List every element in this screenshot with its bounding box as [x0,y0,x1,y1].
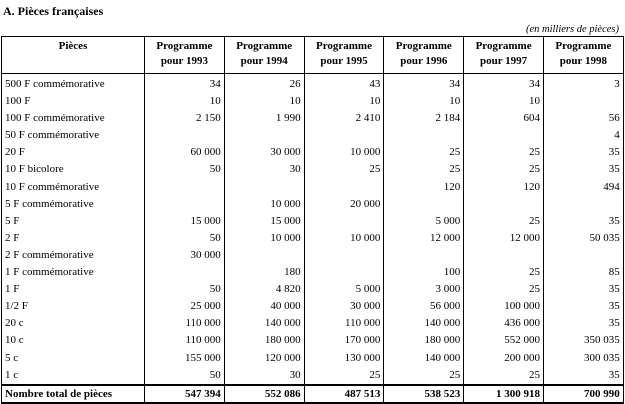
table-cell [224,127,304,144]
table-cell [543,196,623,213]
table-row [2,264,624,281]
table-cell: 130 000 [304,350,384,367]
row-label: 5 F commémorative [2,196,145,213]
total-cell: 538 523 [384,385,464,403]
table-row [2,247,624,264]
table-cell: 85 [543,264,623,281]
table-cell: 5 000 [304,281,384,298]
table-cell: 4 820 [224,281,304,298]
table-row [2,315,624,332]
table-row [2,367,624,385]
table-cell: 180 000 [224,332,304,349]
table-cell: 35 [543,315,623,332]
total-cell: 1 300 918 [464,385,544,403]
table-cell: 50 [145,161,225,178]
total-cell: 487 513 [304,385,384,403]
row-label: 1 F [2,281,145,298]
table-row [2,298,624,315]
row-label: 2 F [2,230,145,247]
table-cell [224,247,304,264]
table-cell: 35 [543,367,623,385]
table-cell: 35 [543,281,623,298]
table-cell: 56 [543,110,623,127]
table-cell: 100 [384,264,464,281]
column-header-programme: Programme pour 1998 [543,37,623,74]
table-cell: 436 000 [464,315,544,332]
table-cell: 10 [304,93,384,110]
table-cell: 35 [543,144,623,161]
table-cell: 12 000 [464,230,544,247]
table-cell: 2 410 [304,110,384,127]
table-row [2,74,624,94]
table-cell: 15 000 [224,213,304,230]
table-cell: 34 [464,74,544,94]
table-cell: 170 000 [304,332,384,349]
table-cell: 25 [304,161,384,178]
table-body [2,74,624,403]
table-cell: 110 000 [304,315,384,332]
table-cell [464,247,544,264]
table-cell: 34 [384,74,464,94]
column-header-programme: Programme pour 1995 [304,37,384,74]
table-cell [304,247,384,264]
table-cell: 25 [384,144,464,161]
total-cell: 552 086 [224,385,304,403]
table-cell: 350 035 [543,332,623,349]
table-cell: 200 000 [464,350,544,367]
table-cell: 10 000 [224,230,304,247]
table-cell [304,127,384,144]
table-cell: 10 [224,93,304,110]
table-cell: 494 [543,179,623,196]
row-label: 5 F [2,213,145,230]
table-cell [145,196,225,213]
document-title: A. Pièces françaises [3,4,104,18]
table-cell: 180 [224,264,304,281]
table-cell: 110 000 [145,332,225,349]
row-label: 50 F commémorative [2,127,145,144]
coins-table [1,36,624,404]
row-label: 10 c [2,332,145,349]
table-cell: 10 [384,93,464,110]
table-cell: 25 [464,367,544,385]
table-cell: 120 [464,179,544,196]
table-cell: 120 [384,179,464,196]
column-header-programme: Programme pour 1996 [384,37,464,74]
table-cell [145,127,225,144]
row-label: 10 F bicolore [2,161,145,178]
table-row [2,281,624,298]
table-cell: 10 000 [304,230,384,247]
table-cell: 140 000 [384,350,464,367]
table-cell: 35 [543,298,623,315]
table-cell: 3 000 [384,281,464,298]
table-cell [304,264,384,281]
table-row [2,179,624,196]
table-cell: 2 184 [384,110,464,127]
table-cell: 4 [543,127,623,144]
row-label: 1/2 F [2,298,145,315]
table-cell: 30 [224,161,304,178]
table-row [2,213,624,230]
row-label: 20 c [2,315,145,332]
table-cell: 2 150 [145,110,225,127]
table-cell [384,196,464,213]
table-cell: 25 [464,281,544,298]
table-cell: 26 [224,74,304,94]
table-cell: 25 000 [145,298,225,315]
table-cell: 10 [145,93,225,110]
units-note: (en milliers de pièces) [525,24,619,35]
row-label: 10 F commémorative [2,179,145,196]
table-cell: 552 000 [464,332,544,349]
table-cell [464,127,544,144]
table-cell: 15 000 [145,213,225,230]
table-cell [145,264,225,281]
row-label: 1 F commémorative [2,264,145,281]
table-cell: 180 000 [384,332,464,349]
table-row [2,332,624,349]
table-row [2,144,624,161]
table-cell [384,247,464,264]
table-cell [145,179,225,196]
row-label: 20 F [2,144,145,161]
table-cell: 50 [145,281,225,298]
table-cell: 56 000 [384,298,464,315]
table-row [2,127,624,144]
table-row [2,230,624,247]
table-cell [304,213,384,230]
table-cell: 50 [145,367,225,385]
table-cell: 43 [304,74,384,94]
table-cell: 30 000 [304,298,384,315]
table-cell: 35 [543,213,623,230]
table-cell [464,196,544,213]
table-cell: 30 [224,367,304,385]
table-row [2,196,624,213]
column-header-programme: Programme pour 1994 [224,37,304,74]
total-label: Nombre total de pièces [2,385,145,403]
table-row [2,110,624,127]
table-cell: 12 000 [384,230,464,247]
table-cell: 25 [464,264,544,281]
total-row [2,385,624,403]
column-header-programme: Programme pour 1997 [464,37,544,74]
table-cell: 10 [464,93,544,110]
table-cell: 30 000 [145,247,225,264]
table-cell: 34 [145,74,225,94]
table-cell: 1 990 [224,110,304,127]
table-row [2,93,624,110]
column-header-pieces: Pièces [2,37,145,74]
table-cell [304,179,384,196]
table-cell: 100 000 [464,298,544,315]
table-cell: 110 000 [145,315,225,332]
column-header-programme: Programme pour 1993 [145,37,225,74]
row-label: 500 F commémorative [2,74,145,94]
table-cell [224,179,304,196]
table-cell: 10 000 [224,196,304,213]
table-cell: 25 [304,367,384,385]
row-label: 2 F commémorative [2,247,145,264]
table-cell: 300 035 [543,350,623,367]
table-row [2,350,624,367]
table-cell [543,247,623,264]
table-cell: 60 000 [145,144,225,161]
table-cell: 120 000 [224,350,304,367]
table-cell: 35 [543,161,623,178]
table-cell: 25 [384,161,464,178]
total-cell: 547 394 [145,385,225,403]
table-header-row [2,37,624,74]
table-cell: 50 [145,230,225,247]
table-cell: 25 [464,161,544,178]
table-cell: 3 [543,74,623,94]
table-row [2,161,624,178]
table-cell: 140 000 [224,315,304,332]
table-cell [384,127,464,144]
table-cell: 25 [464,213,544,230]
table-cell: 30 000 [224,144,304,161]
table-cell: 20 000 [304,196,384,213]
table-cell [543,93,623,110]
table-cell: 25 [464,144,544,161]
table-cell: 10 000 [304,144,384,161]
row-label: 100 F [2,93,145,110]
table-cell: 25 [384,367,464,385]
table-cell: 40 000 [224,298,304,315]
row-label: 1 c [2,367,145,385]
table-cell: 5 000 [384,213,464,230]
total-cell: 700 990 [543,385,623,403]
table-cell: 140 000 [384,315,464,332]
row-label: 5 c [2,350,145,367]
row-label: 100 F commémorative [2,110,145,127]
table-cell: 155 000 [145,350,225,367]
table-cell: 50 035 [543,230,623,247]
table-cell: 604 [464,110,544,127]
